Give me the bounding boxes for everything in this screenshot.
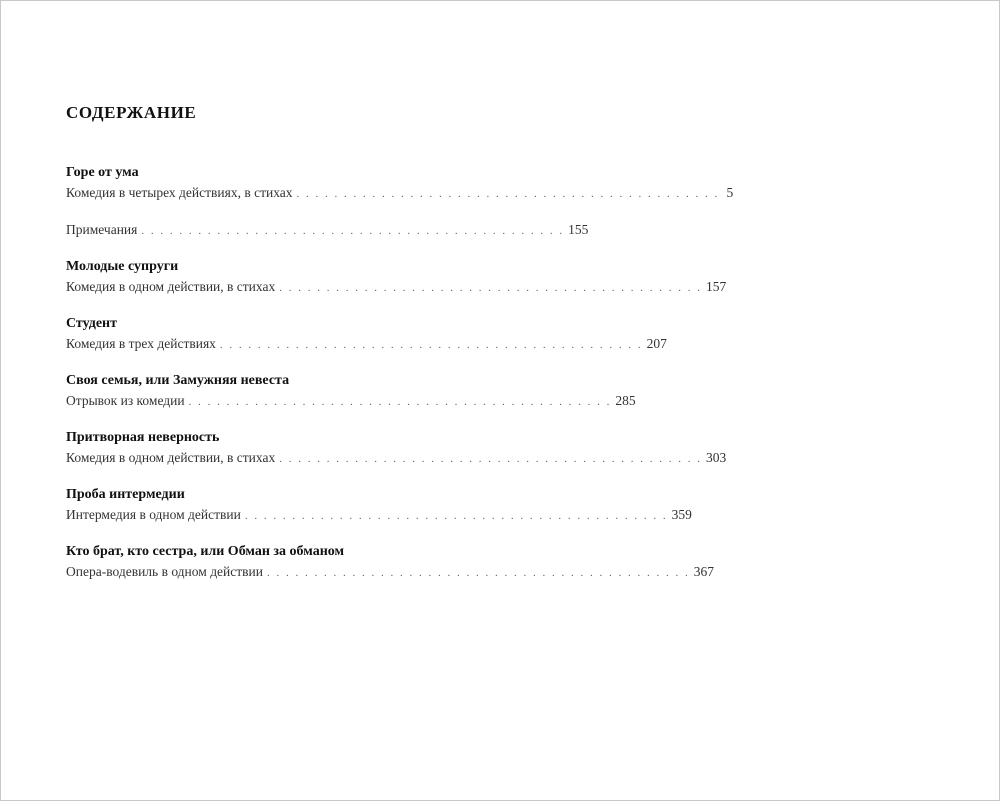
toc-line bbox=[66, 277, 727, 296]
work-subtitle: Примечания bbox=[66, 222, 138, 237]
toc-line bbox=[66, 220, 589, 239]
dot-leader: . . . . . . . . . . . . . . . . . . . . . . . . . . . . . . . . . . . . . . . . . . . . . bbox=[141, 225, 565, 237]
work-subtitle: Комедия в трех действиях bbox=[66, 336, 216, 351]
work-subtitle: Интермедия в одном действии bbox=[66, 507, 241, 522]
dot-leader: . . . . . . . . . . . . . . . . . . . . . . . . . . . . . . . . . . . . . . . . . . . . . bbox=[219, 339, 643, 351]
toc-line bbox=[66, 562, 714, 581]
page-number: 303 bbox=[705, 450, 727, 465]
toc-entry bbox=[66, 428, 727, 467]
page-number: 367 bbox=[693, 564, 714, 579]
page-number: 5 bbox=[726, 185, 734, 200]
work-title: Студент bbox=[66, 316, 117, 331]
work-title: Горе от ума bbox=[66, 165, 139, 180]
work-title: Своя семья, или Замужняя невеста bbox=[66, 373, 290, 388]
toc-line bbox=[66, 183, 734, 202]
work-title: Молодые супруги bbox=[66, 259, 179, 274]
toc-entry bbox=[66, 220, 589, 239]
dot-leader: . . . . . . . . . . . . . . . . . . . . . . . . . . . . . . . . . . . . . . . . . . . . . bbox=[188, 396, 612, 408]
work-subtitle: Комедия в одном действии, в стихах bbox=[66, 450, 276, 465]
work-title: Проба интермедии bbox=[66, 487, 185, 502]
toc-line bbox=[66, 334, 667, 353]
toc-entry bbox=[66, 485, 692, 524]
toc-line bbox=[66, 505, 692, 524]
toc-line bbox=[66, 391, 636, 410]
dot-leader: . . . . . . . . . . . . . . . . . . . . . . . . . . . . . . . . . . . . . . . . . . . . . bbox=[279, 282, 702, 294]
work-subtitle: Опера-водевиль в одном действии bbox=[66, 564, 263, 579]
dot-leader: . . . . . . . . . . . . . . . . . . . . . . . . . . . . . . . . . . . . . . . . . . . . . bbox=[279, 453, 702, 465]
work-subtitle: Комедия в одном действии, в стихах bbox=[66, 279, 276, 294]
work-subtitle: Комедия в четырех действиях, в стихах bbox=[66, 185, 293, 200]
work-title: Притворная неверность bbox=[66, 430, 220, 445]
toc-entry bbox=[66, 542, 714, 581]
page-number: 285 bbox=[615, 393, 636, 408]
toc-entry bbox=[66, 163, 734, 202]
toc-entry bbox=[66, 314, 667, 353]
page-number: 359 bbox=[671, 507, 692, 522]
toc-entry bbox=[66, 257, 727, 296]
page-number: 207 bbox=[646, 336, 667, 351]
work-subtitle: Отрывок из комедии bbox=[66, 393, 185, 408]
work-title: Кто брат, кто сестра, или Обман за обманом bbox=[66, 544, 345, 559]
toc-entry bbox=[66, 371, 636, 410]
dot-leader: . . . . . . . . . . . . . . . . . . . . . . . . . . . . . . . . . . . . . . . . . . . . . bbox=[244, 510, 668, 522]
page-number: 155 bbox=[568, 222, 589, 237]
dot-leader: . . . . . . . . . . . . . . . . . . . . . . . . . . . . . . . . . . . . . . . . . . . . . bbox=[267, 567, 690, 579]
dot-leader: . . . . . . . . . . . . . . . . . . . . . . . . . . . . . . . . . . . . . . . . . . . . . bbox=[296, 188, 720, 200]
page-number: 157 bbox=[705, 279, 727, 294]
toc-line bbox=[66, 448, 727, 467]
contents-heading: СОДЕРЖАНИЕ bbox=[66, 103, 197, 122]
